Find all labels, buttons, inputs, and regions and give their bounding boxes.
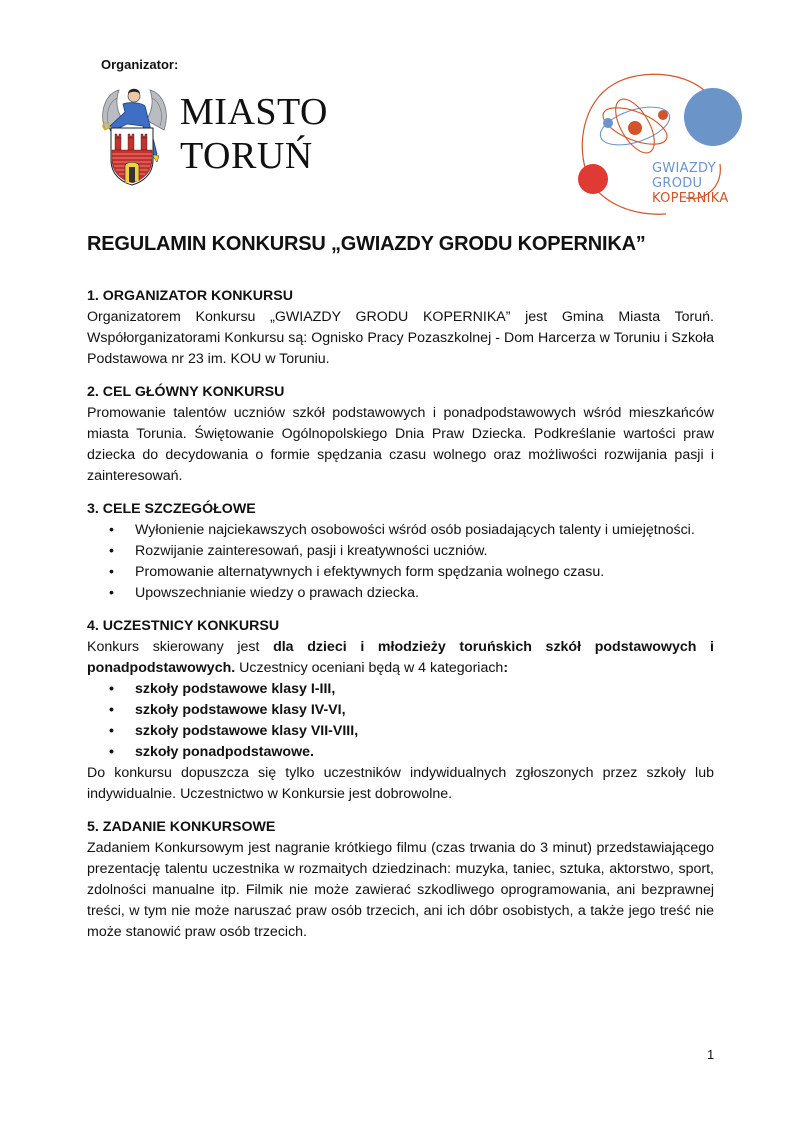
- city-of-torun-logo: [97, 82, 337, 187]
- section-text: Promowanie talentów uczniów szkół podstawowych i ponadpodstawowych wśród mieszkańców miasta Torunia. Świętowanie Ogólnopolskiego Dnia Praw Dziecka. Podkreślanie wartości praw dziecka do decydowania o formie spędzania czasu wolnego oraz możliwości rozwijania pasji i zainteresowań.: [87, 405, 714, 484]
- intro-rest: Uczestnicy oceniani będą w 4 kategoriach: [235, 660, 504, 676]
- wordmark-line1: GWIAZDY: [652, 161, 716, 176]
- page-number: 1: [707, 1047, 715, 1062]
- list-item: • Rozwijanie zainteresowań, pasji i kreatywności uczniów.: [135, 541, 714, 562]
- bullet-list: [87, 520, 714, 604]
- list-item: • Promowanie alternatywnych i efektywnych form spędzania wolnego czasu.: [135, 562, 714, 583]
- city-name-line2: TORUŃ: [180, 135, 313, 177]
- torun-coat-of-arms-icon: [97, 82, 172, 187]
- section-text: Organizatorem Konkursu „GWIAZDY GRODU KOPERNIKA” jest Gmina Miasta Toruń. Współorganizatorami Konkursu są: Ognisko Pracy Pozaszkolnej - Dom Harcerza w Toruniu i Szkoła Podstawowa nr 23 im. KOU w Toruniu.: [87, 309, 714, 367]
- section-intro: [87, 637, 714, 679]
- city-name: [180, 90, 328, 178]
- section-text: Zadaniem Konkursowym jest nagranie krótkiego filmu (czas trwania do 3 minut) przedstawiającego prezentację talentu uczestnika w rozmaitych dziedzinach: muzyka, taniec, sztuka, aktorstwo, sport, zdolności manualne itp. Filmik nie może zawierać szkodliwego oprogramowania, ani bezprawnej treści, w tym nie może naruszać praw osób trzecich, ani ich dóbr osobistych, a także jego treść nie może stanowić praw osób trzecich.: [87, 840, 714, 940]
- list-item: • szkoły podstawowe klasy I-III,: [135, 679, 714, 700]
- intro-colon: :: [503, 660, 509, 676]
- section-heading: 2. CEL GŁÓWNY KONKURSU: [87, 384, 285, 400]
- organizer-label: Organizator:: [101, 57, 179, 72]
- city-name-line1: MIASTO: [180, 91, 328, 133]
- intro-bold: dla dzieci i młodzieży toruńskich szkół podstawowych i ponadpodstawowych.: [87, 639, 714, 676]
- section-main-goal: [87, 382, 714, 487]
- gwiazdy-grodu-kopernika-logo: [570, 68, 750, 218]
- gwiazdy-wordmark: [652, 161, 729, 206]
- section-organizer: [87, 286, 714, 370]
- category-list: [87, 679, 714, 763]
- document-body: [87, 286, 714, 955]
- list-item: • szkoły podstawowe klasy IV-VI,: [135, 700, 714, 721]
- section-outro: Do konkursu dopuszcza się tylko uczestników indywidualnych zgłoszonych przez szkoły lub indywidualnie. Uczestnictwo w Konkursie jest dobrowolne.: [87, 765, 714, 802]
- section-heading: 1. ORGANIZATOR KONKURSU: [87, 288, 293, 304]
- section-heading: 3. CELE SZCZEGÓŁOWE: [87, 501, 256, 517]
- intro-plain: Konkurs skierowany jest: [87, 639, 274, 655]
- list-item: • Upowszechnianie wiedzy o prawach dziecka.: [135, 583, 714, 604]
- section-heading: 4. UCZESTNICY KONKURSU: [87, 618, 280, 634]
- document-title: REGULAMIN KONKURSU „GWIAZDY GRODU KOPERNIKA”: [87, 233, 646, 255]
- list-item: • Wyłonienie najciekawszych osobowości wśród osób posiadających talenty i umiejętności.: [135, 520, 714, 541]
- list-item: • szkoły ponadpodstawowe.: [135, 742, 714, 763]
- section-heading: 5. ZADANIE KONKURSOWE: [87, 819, 276, 835]
- section-task: [87, 817, 714, 943]
- section-participants: [87, 616, 714, 805]
- wordmark-line2: GRODU: [652, 176, 703, 191]
- list-item: • szkoły podstawowe klasy VII-VIII,: [135, 721, 714, 742]
- wordmark-line3: KOPERNIKA: [652, 191, 729, 206]
- section-detailed-goals: [87, 499, 714, 604]
